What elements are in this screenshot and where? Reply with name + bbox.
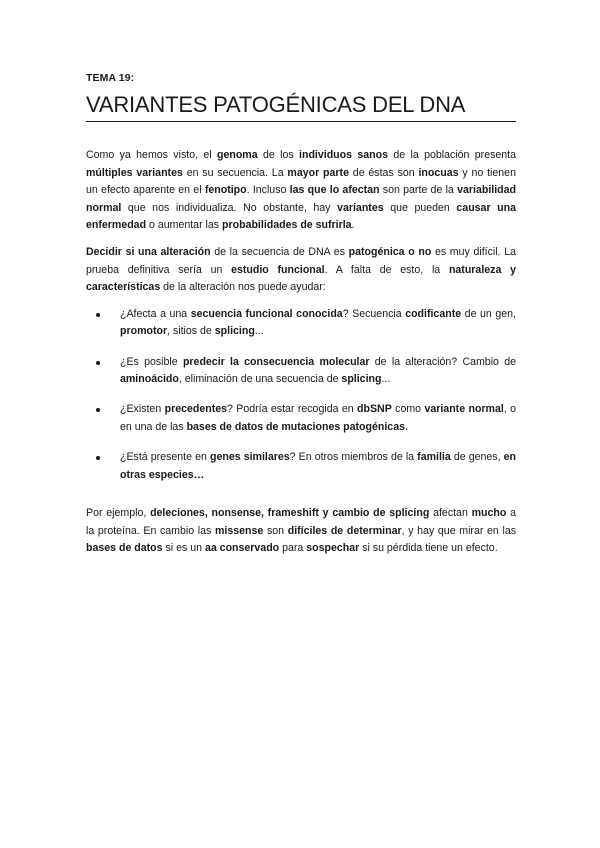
bold-text: difíciles de determinar <box>287 524 402 537</box>
text-run: ¿Afecta a una <box>120 307 191 320</box>
text-run: ... <box>254 325 264 338</box>
bold-text: fenotipo <box>204 184 247 197</box>
text-run: de la secuencia de DNA es <box>210 245 349 258</box>
text-run: . <box>351 219 355 232</box>
bold-text: las que lo afectan <box>289 184 380 197</box>
text-run: en su secuencia. La <box>182 166 288 179</box>
criteria-list <box>86 306 516 484</box>
bold-text: bases de datos de mutaciones patogénicas <box>186 420 405 433</box>
text-run: ? En otros miembros de la <box>289 451 418 464</box>
text-run: son <box>263 524 288 537</box>
bold-text: sospechar <box>306 542 360 555</box>
list-item-text <box>120 356 516 385</box>
list-item <box>109 401 516 436</box>
list-item <box>109 306 516 341</box>
bullet-icon <box>96 408 100 412</box>
text-run: . <box>404 420 408 433</box>
text-run: es muy difícil. La prueba definitiva sería un <box>86 245 516 276</box>
list-item-text <box>120 403 516 432</box>
bold-text: estudio funcional <box>231 263 325 276</box>
bold-text: splicing <box>341 372 382 385</box>
intro-paragraph <box>86 147 516 235</box>
text-run: . A falta de esto, la <box>324 263 449 276</box>
bold-text: en otras especies… <box>120 451 516 481</box>
text-run: Por ejemplo, <box>86 507 151 519</box>
text-run: para <box>279 542 307 555</box>
bold-text: individuos sanos <box>299 149 388 161</box>
examples-paragraph <box>86 505 516 558</box>
text-run: ? Podría estar recogida en <box>227 403 358 416</box>
bold-text: secuencia funcional conocida <box>190 307 343 320</box>
text-run: , eliminación de una secuencia de <box>178 372 342 385</box>
bullet-icon <box>96 456 100 460</box>
bold-text: mucho <box>471 507 507 519</box>
bold-text: bases de datos <box>86 542 163 555</box>
text-run: , o en una de las <box>120 403 517 433</box>
document-page <box>86 72 516 558</box>
bold-text: variantes <box>337 201 384 214</box>
text-run: de un gen, <box>461 307 516 320</box>
bold-text: causar una enfermedad <box>86 201 516 232</box>
bold-text: naturaleza y características <box>86 263 516 294</box>
bold-text: dbSNP <box>357 403 392 416</box>
bold-text: aminoácido <box>120 372 179 385</box>
criteria-paragraph <box>86 244 516 297</box>
bold-text: variante normal <box>424 403 504 416</box>
list-item <box>109 354 516 389</box>
text-run: que pueden <box>383 201 457 214</box>
text-run: de la alteración? Cambio de <box>369 355 516 368</box>
bold-text: familia <box>417 451 451 464</box>
bold-text: inocuas <box>418 166 459 179</box>
text-run: , sitios de <box>167 325 215 338</box>
bold-text: codificante <box>405 307 462 320</box>
bold-text: aa conservado <box>204 542 280 555</box>
text-run: de la alteración nos puede ayudar: <box>160 281 326 294</box>
topic-label: TEMA 19: <box>86 72 135 84</box>
bold-text: Decidir si una alteración <box>86 245 211 258</box>
bold-text: patogénica o no <box>348 245 432 258</box>
bold-text: splicing <box>214 325 255 338</box>
text-run: que nos individualiza. No obstante, hay <box>121 201 338 214</box>
text-run: de la población presenta <box>387 149 517 161</box>
list-item-text <box>120 308 516 337</box>
text-run: como <box>391 403 425 416</box>
text-run: si su pérdida tiene un efecto. <box>359 542 498 555</box>
text-run: ¿Está presente en <box>120 451 210 464</box>
bold-text: deleciones, nonsense, frameshift y cambio de splicing <box>150 507 430 519</box>
page-title: VARIANTES PATOGÉNICAS DEL DNA <box>86 92 516 122</box>
text-run: , y hay que mirar en las <box>401 524 517 537</box>
text-run: de genes, <box>450 451 504 464</box>
bold-text: missense <box>215 524 264 537</box>
bold-text: genoma <box>217 149 258 161</box>
bold-text: genes similares <box>209 451 290 464</box>
bold-text: múltiples variantes <box>86 166 183 179</box>
text-run: . Incluso <box>246 184 290 197</box>
text-run: Como ya hemos visto, el <box>86 149 217 161</box>
text-run: a la proteína. En cambio las <box>86 507 516 537</box>
bullet-icon <box>96 361 100 365</box>
bold-text: predecir la consecuencia molecular <box>182 355 370 368</box>
text-run: si es un <box>162 542 205 555</box>
text-run: ¿Existen <box>120 403 165 416</box>
list-item <box>109 449 516 484</box>
text-run: o aumentar las <box>146 219 223 232</box>
list-item-text <box>120 451 516 480</box>
text-run: ? Secuencia <box>342 307 406 320</box>
text-run: ¿Es posible <box>120 355 183 368</box>
bold-text: variabilidad normal <box>86 184 516 214</box>
bold-text: promotor <box>120 325 168 338</box>
text-run: ... <box>381 372 391 385</box>
bold-text: probabilidades de sufrirla <box>222 219 352 232</box>
text-run: afectan <box>429 507 472 519</box>
text-run: y no tienen un efecto aparente en el <box>86 166 516 197</box>
bold-text: precedentes <box>164 403 228 416</box>
bullet-icon <box>96 313 100 317</box>
text-run: de éstas son <box>348 166 419 179</box>
text-run: de los <box>257 149 300 161</box>
text-run: son parte de la <box>379 184 458 197</box>
bold-text: mayor parte <box>287 166 349 179</box>
